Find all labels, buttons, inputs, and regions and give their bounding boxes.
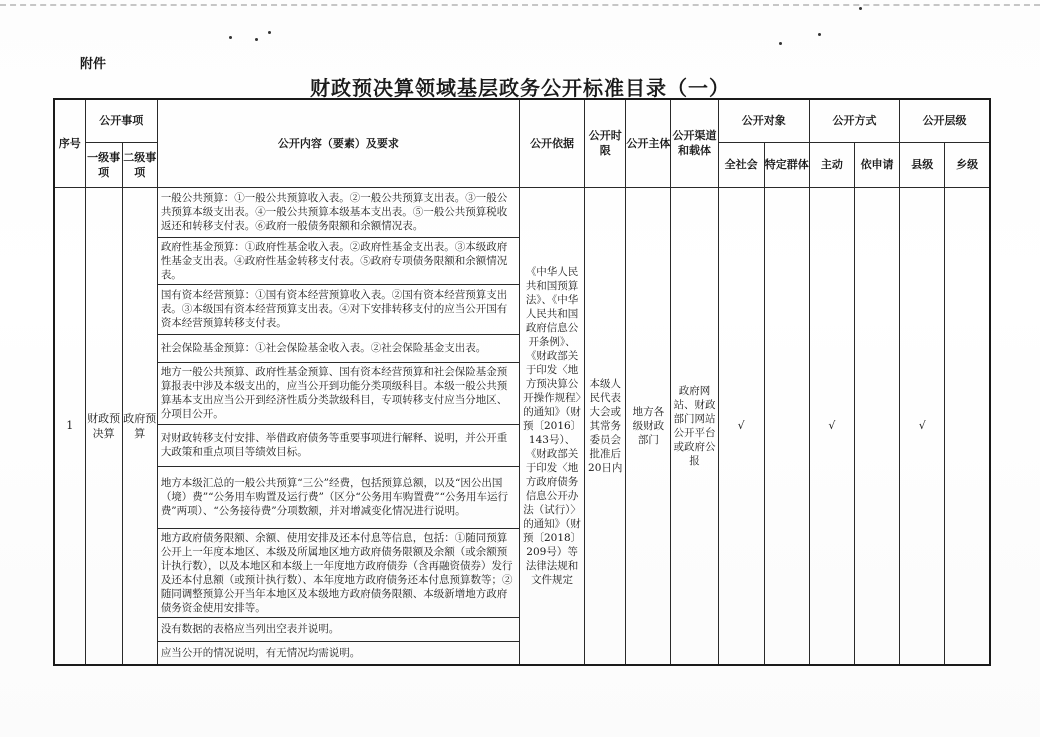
scan-speck xyxy=(859,7,862,10)
col-target: 公开对象 xyxy=(718,99,809,142)
row-level2: 政府预算 xyxy=(122,187,157,665)
col-township: 乡级 xyxy=(945,142,990,187)
scan-speck xyxy=(779,42,782,45)
row-basis: 《中华人民共和国预算法》、《中华人民共和国政府信息公开条例》、《财政部关于印发〈地方预决算公开操作规程〉的通知》（财预〔2016〕143号）、《财政部关于印发〈地方政府债务信息公开办法（试行）〉的通知》（财预〔2018〕209号）等法律法规和文件规定 xyxy=(519,187,584,665)
col-specific-group: 特定群体 xyxy=(764,142,809,187)
col-method: 公开方式 xyxy=(809,99,899,142)
scan-speck xyxy=(229,36,232,39)
col-on-request: 依申请 xyxy=(855,142,900,187)
page-title: 财政预决算领域基层政务公开标准目录（一） xyxy=(310,76,730,100)
content-item: 地方本级汇总的一般公共预算“三公”经费，包括预算总额，以及“因公出国（境）费”“公务用车购置及运行费”（区分“公务用车购置费”“公务用车运行费”两项）、“公务接待费”分项数额，并对增减变化情况进行说明。 xyxy=(157,466,519,528)
content-item: 没有数据的表格应当列出空表并说明。 xyxy=(157,617,519,641)
content-item: 应当公开的情况说明，有无情况均需说明。 xyxy=(157,641,519,665)
scan-artifact-line xyxy=(0,4,1040,9)
scan-speck xyxy=(818,33,821,36)
row-seq: 1 xyxy=(54,187,85,665)
check-specific-group xyxy=(764,187,809,665)
content-item: 国有资本经营预算：①国有资本经营预算收入表。②国有资本经营预算支出表。③本级国有资本经营预算支出表。④对下安排转移支付的应当公开国有资本经营预算转移支付表。 xyxy=(157,284,519,334)
col-level1: 一级事项 xyxy=(85,142,122,187)
col-level: 公开层级 xyxy=(900,99,990,142)
check-township xyxy=(945,187,990,665)
header-row-1 xyxy=(54,99,990,142)
col-county: 县级 xyxy=(900,142,945,187)
col-seq: 序号 xyxy=(54,99,85,187)
col-basis: 公开依据 xyxy=(519,99,584,187)
scan-speck xyxy=(268,31,271,34)
row-level1: 财政预决算 xyxy=(85,187,122,665)
row-channel: 政府网站、财政部门网站公开平台或政府公报 xyxy=(671,187,718,665)
col-whole-society: 全社会 xyxy=(718,142,764,187)
row-time-limit: 本级人民代表大会或其常务委员会批准后20日内 xyxy=(585,187,626,665)
col-channel: 公开渠道和载体 xyxy=(671,99,718,187)
col-active: 主动 xyxy=(809,142,854,187)
content-item: 地方政府债务限额、余额、使用安排及还本付息等信息，包括：①随同预算公开上一年度本地区、本级及所属地区地方政府债务限额及余额（或余额预计执行数），以及本地区和本级上一年度地方政府债券（含再融资债券）发行及还本付息额（或预计执行数）、本年度地方政府债务还本付息预算数等；②随同调整预算公开当年本地区及本级地方政府债务限额、本级新增地方政府债务资金使用安排等。 xyxy=(157,528,519,617)
attachment-label: 附件 xyxy=(80,57,107,72)
col-public-items: 公开事项 xyxy=(85,99,157,142)
content-item: 政府性基金预算：①政府性基金收入表。②政府性基金支出表。③本级政府性基金支出表。④政府性基金转移支付表。⑤政府专项债务限额和余额情况表。 xyxy=(157,237,519,284)
col-time-limit: 公开时限 xyxy=(585,99,626,187)
col-level2: 二级事项 xyxy=(122,142,157,187)
catalog-table xyxy=(53,98,991,666)
content-item: 一般公共预算：①一般公共预算收入表。②一般公共预算支出表。③一般公共预算本级支出表。④一般公共预算本级基本支出表。⑤一般公共预算税收返还和转移支付表。⑥政府一般债务限额和余额情况表。 xyxy=(157,187,519,237)
check-county: √ xyxy=(900,187,945,665)
check-active: √ xyxy=(809,187,854,665)
content-item: 地方一般公共预算、政府性基金预算、国有资本经营预算和社会保险基金预算报表中涉及本级支出的，应当公开到功能分类项级科目。本级一般公共预算基本支出应当公开到经济性质分类款级科目，专项转移支付应当分地区、分项目公开。 xyxy=(157,362,519,424)
content-item: 对财政转移支付安排、举借政府债务等重要事项进行解释、说明，并公开重大政策和重点项目等绩效目标。 xyxy=(157,424,519,466)
row-subject: 地方各级财政部门 xyxy=(626,187,671,665)
col-subject: 公开主体 xyxy=(626,99,671,187)
col-content: 公开内容（要素）及要求 xyxy=(157,99,519,187)
check-on-request xyxy=(855,187,900,665)
content-item: 社会保险基金预算：①社会保险基金收入表。②社会保险基金支出表。 xyxy=(157,334,519,362)
scan-speck xyxy=(255,38,258,41)
check-whole-society: √ xyxy=(718,187,764,665)
table-row xyxy=(54,187,990,237)
